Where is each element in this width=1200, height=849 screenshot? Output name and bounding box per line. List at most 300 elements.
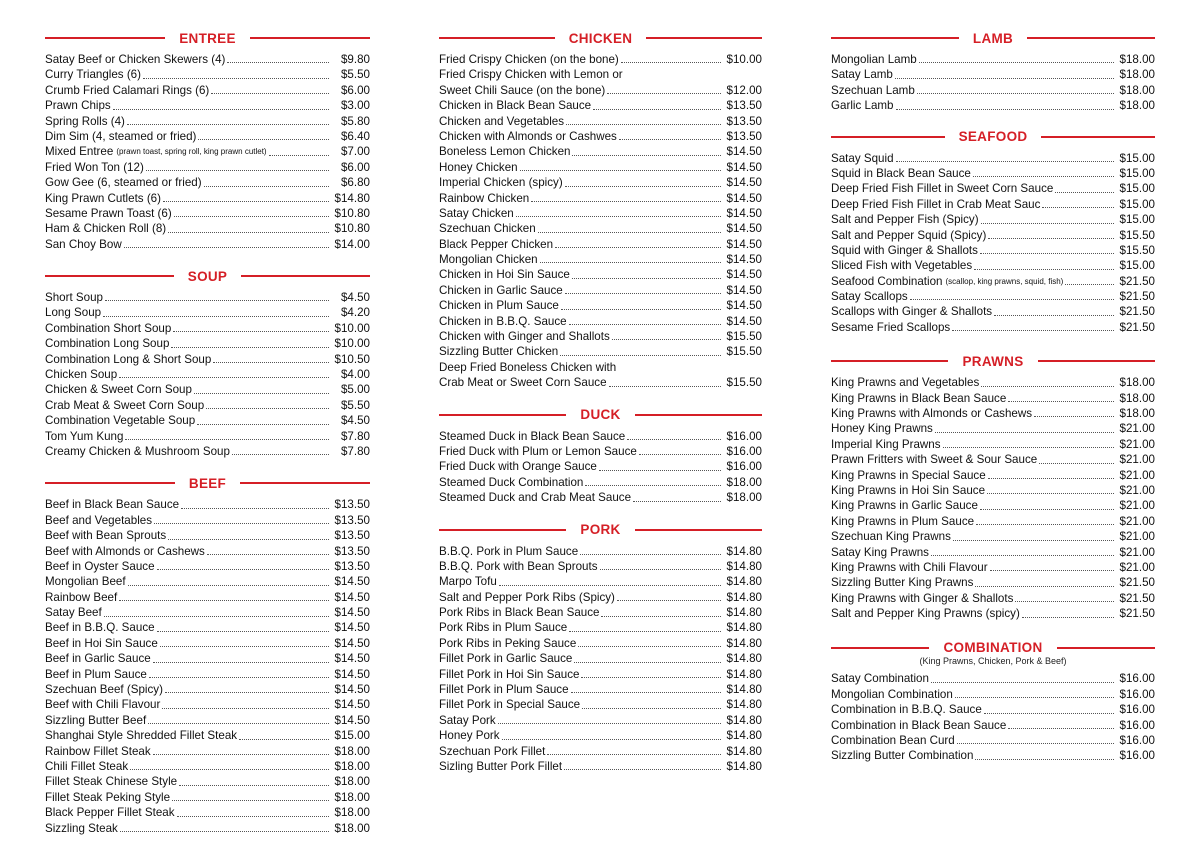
menu-item	[45, 321, 370, 336]
menu-item	[439, 459, 762, 474]
menu-item-price: $15.00	[1119, 151, 1155, 165]
dot-leader	[130, 769, 329, 770]
section-title: DUCK	[580, 407, 621, 423]
section-title: PRAWNS	[962, 353, 1024, 369]
menu-item-name: Chicken with Almonds or Cashwes	[439, 129, 617, 143]
menu-item-name: Chicken in Black Bean Sauce	[439, 99, 592, 113]
dot-leader	[994, 315, 1114, 316]
menu-item	[45, 667, 370, 682]
menu-item-name: Shanghai Style Shredded Fillet Steak	[45, 729, 238, 743]
menu-item-name: Satay Scallops	[831, 290, 908, 304]
menu-item-price: $16.00	[726, 460, 762, 474]
dot-leader	[910, 299, 1114, 300]
menu-item-name: Prawn Fritters with Sweet & Sour Sauce	[831, 453, 1038, 467]
menu-item-name: Szechuan Lamb	[831, 83, 915, 97]
menu-item-name: Sizling Butter Pork Fillet	[439, 760, 563, 773]
menu-item-price: $9.80	[340, 52, 370, 66]
menu-item-price: $14.80	[726, 575, 762, 589]
menu-item	[45, 67, 370, 82]
dot-leader	[582, 708, 721, 709]
menu-item	[45, 774, 370, 789]
dot-leader	[580, 554, 721, 555]
menu-item-price: $10.00	[334, 337, 370, 351]
menu-item	[439, 129, 762, 144]
dot-leader	[572, 278, 721, 279]
menu-item-price: $16.00	[726, 444, 762, 458]
dot-leader	[984, 713, 1114, 714]
section-header	[831, 638, 1155, 658]
menu-item	[45, 352, 370, 367]
menu-item	[439, 713, 762, 728]
menu-item-name: Sweet Chili Sauce (on the bone)	[439, 83, 606, 97]
menu-item-price: $14.50	[726, 222, 762, 236]
menu-item	[45, 175, 370, 190]
menu-item	[45, 759, 370, 774]
menu-item-price: $21.50	[1119, 290, 1155, 304]
menu-item-price: $16.00	[1119, 687, 1155, 701]
menu-item	[831, 289, 1155, 304]
menu-item-price: $14.80	[334, 191, 370, 205]
menu-item	[45, 513, 370, 528]
menu-item	[45, 590, 370, 605]
menu-item-price: $14.50	[334, 683, 370, 697]
menu-item-name: Long Soup	[45, 306, 102, 320]
menu-item-price: $4.50	[340, 291, 370, 305]
menu-item-price: $21.50	[1119, 320, 1155, 334]
menu-item	[45, 651, 370, 666]
menu-item-name: Szechuan King Prawns	[831, 530, 951, 544]
menu-item-name: Mixed Entree	[45, 145, 114, 159]
menu-item-price: $13.50	[334, 513, 370, 527]
menu-item	[831, 529, 1155, 544]
menu-item	[831, 545, 1155, 560]
header-rule	[646, 37, 762, 39]
dot-leader	[498, 723, 721, 724]
menu-item	[45, 821, 370, 836]
menu-item-name: King Prawns with Chili Flavour	[831, 560, 988, 574]
menu-item-price: $3.00	[340, 99, 370, 113]
menu-item-name: Mongolian Lamb	[831, 52, 917, 66]
menu-item	[831, 375, 1155, 390]
dot-leader	[177, 816, 329, 817]
menu-item	[831, 702, 1155, 717]
dot-leader	[1022, 617, 1114, 618]
menu-item-name: Short Soup	[45, 291, 104, 305]
menu-item-name: Mongolian Beef	[45, 575, 126, 589]
dot-leader	[179, 785, 329, 786]
menu-item	[439, 144, 762, 159]
menu-item	[439, 175, 762, 190]
menu-item	[439, 114, 762, 129]
dot-leader	[617, 600, 721, 601]
menu-item	[439, 206, 762, 221]
menu-item-name: Pork Ribs in Plum Sauce	[439, 621, 568, 635]
menu-item	[439, 221, 762, 236]
header-rule	[1038, 360, 1155, 362]
menu-item-name: Ham & Chicken Roll (8)	[45, 222, 167, 236]
menu-item-price: $14.50	[334, 606, 370, 620]
menu-item	[439, 375, 762, 390]
dot-leader	[165, 692, 329, 693]
dot-leader	[181, 508, 329, 509]
menu-item-price: $16.00	[726, 429, 762, 443]
menu-item-price: $13.50	[334, 559, 370, 573]
menu-item-name: Scallops with Ginger & Shallots	[831, 305, 993, 319]
section-header	[831, 351, 1155, 371]
dot-leader	[198, 139, 329, 140]
dot-leader	[168, 539, 329, 540]
menu-item-name: Fried Crispy Chicken (on the bone)	[439, 52, 619, 66]
menu-item	[45, 497, 370, 512]
menu-item	[45, 636, 370, 651]
menu-item	[45, 305, 370, 320]
dot-leader	[599, 470, 721, 471]
menu-item-name: Fillet Pork in Special Sauce	[439, 698, 581, 712]
menu-item	[45, 114, 370, 129]
section-header	[45, 266, 370, 286]
menu-item	[45, 191, 370, 206]
dot-leader	[974, 269, 1114, 270]
dot-leader	[976, 524, 1114, 525]
menu-item-price: $18.00	[1119, 407, 1155, 421]
menu-item	[831, 748, 1155, 763]
dot-leader	[561, 309, 721, 310]
menu-item-price: $15.00	[1119, 259, 1155, 273]
menu-item	[45, 144, 370, 159]
menu-item	[439, 759, 762, 774]
section-title: COMBINATION	[943, 640, 1043, 655]
dot-leader	[173, 331, 329, 332]
section-header	[45, 473, 370, 493]
dot-leader	[555, 247, 721, 248]
dot-leader	[113, 109, 329, 110]
menu-item	[45, 728, 370, 743]
menu-item	[831, 166, 1155, 181]
menu-item-name: Mongolian Chicken	[439, 253, 538, 267]
menu-item-name: Chicken in Plum Sauce	[439, 299, 559, 313]
menu-item-name: Beef in Oyster Sauce	[45, 559, 155, 573]
dot-leader	[975, 586, 1114, 587]
menu-item-name: Black Pepper Fillet Steak	[45, 806, 175, 820]
dot-leader	[564, 769, 721, 770]
section-title: CHICKEN	[568, 30, 633, 46]
menu-item-name: King Prawns in Hoi Sin Sauce	[831, 483, 986, 497]
section-header	[439, 520, 762, 540]
menu-item	[45, 544, 370, 559]
menu-item-name: Garlic Lamb	[831, 99, 894, 113]
header-rule	[831, 647, 929, 649]
menu-section-combination	[831, 638, 1155, 764]
header-rule	[831, 360, 948, 362]
dot-leader	[206, 408, 329, 409]
menu-section-prawns	[831, 351, 1155, 621]
menu-item-name: King Prawn Cutlets (6)	[45, 191, 161, 205]
menu-item-name: King Prawns in Plum Sauce	[831, 514, 975, 528]
menu-item-name: Salt and Pepper King Prawns (spicy)	[831, 607, 1020, 621]
section-title: ENTREE	[179, 30, 236, 46]
menu-item-name: Deep Fried Fish Fillet in Sweet Corn Sauce	[831, 182, 1054, 196]
menu-item-name: Chicken with Ginger and Shallots	[439, 330, 610, 344]
menu-item-price: $18.00	[334, 760, 370, 773]
menu-item-name: Satay Beef	[45, 606, 102, 620]
menu-item	[831, 452, 1155, 467]
menu-item-name: Boneless Lemon Chicken	[439, 145, 571, 159]
header-rule	[240, 482, 370, 484]
menu-item-name: Seafood Combination	[831, 274, 943, 288]
menu-item	[45, 605, 370, 620]
menu-item-name: King Prawns in Special Sauce	[831, 468, 986, 482]
menu-item-price: $18.00	[1119, 83, 1155, 97]
dot-leader	[952, 330, 1114, 331]
menu-section-pork	[439, 520, 762, 775]
dot-leader	[124, 247, 329, 248]
dot-leader	[162, 708, 329, 709]
dot-leader	[163, 201, 329, 202]
dot-leader	[1015, 601, 1114, 602]
menu-item-price: $4.00	[340, 368, 370, 382]
menu-item-name: Fried Duck with Plum or Lemon Sauce	[439, 444, 637, 458]
menu-item-price: $21.50	[1119, 576, 1155, 590]
dot-leader	[601, 616, 721, 617]
menu-item	[831, 243, 1155, 258]
menu-item-name: Tom Yum Kung	[45, 429, 124, 443]
menu-item-note: (scallop, king prawns, squid, fish)	[945, 276, 1064, 286]
menu-item	[45, 528, 370, 543]
header-rule	[635, 414, 762, 416]
menu-section-soup	[45, 266, 370, 459]
menu-item-name: Curry Triangles (6)	[45, 68, 141, 82]
header-rule	[45, 275, 174, 277]
menu-item	[45, 713, 370, 728]
menu-item	[439, 490, 762, 505]
menu-item-price: $21.00	[1119, 560, 1155, 574]
menu-item-price: $21.50	[1119, 591, 1155, 605]
dot-leader	[988, 478, 1114, 479]
dot-leader	[1042, 207, 1114, 208]
header-rule	[439, 529, 566, 531]
menu-item-price: $15.50	[1119, 243, 1155, 257]
dot-leader	[639, 454, 721, 455]
menu-item-name: Sliced Fish with Vegetables	[831, 259, 973, 273]
menu-item-price: $14.00	[334, 237, 370, 251]
menu-item-price: $21.00	[1119, 514, 1155, 528]
menu-item-name: Pork Ribs in Black Bean Sauce	[439, 606, 600, 620]
menu-item-price: $18.00	[726, 491, 762, 505]
menu-item	[831, 258, 1155, 273]
menu-item	[45, 559, 370, 574]
menu-item-name: Szechuan Chicken	[439, 222, 536, 236]
menu-item	[831, 212, 1155, 227]
menu-item-name: San Choy Bow	[45, 237, 122, 251]
dot-leader	[520, 170, 721, 171]
menu-item	[439, 697, 762, 712]
menu-item	[831, 52, 1155, 67]
dot-leader	[935, 432, 1114, 433]
menu-item	[439, 651, 762, 666]
section-header	[831, 127, 1155, 147]
menu-item	[831, 591, 1155, 606]
dot-leader	[621, 62, 721, 63]
dot-leader	[153, 662, 329, 663]
menu-item-name: Chicken in B.B.Q. Sauce	[439, 314, 567, 328]
menu-item	[831, 514, 1155, 529]
menu-item-price: $14.50	[726, 176, 762, 190]
menu-item	[831, 421, 1155, 436]
menu-item-price: $14.80	[726, 590, 762, 604]
header-rule	[241, 275, 370, 277]
menu-item-price: $21.50	[1119, 274, 1155, 288]
menu-item-price: $14.80	[726, 606, 762, 620]
menu-item	[831, 391, 1155, 406]
menu-item-price: $14.50	[334, 652, 370, 666]
menu-section-beef	[45, 473, 370, 836]
dot-leader	[194, 393, 329, 394]
dot-leader	[980, 253, 1114, 254]
menu-item-price: $15.50	[726, 376, 762, 390]
menu-item-price: $15.50	[726, 345, 762, 359]
menu-item-price: $14.50	[726, 268, 762, 282]
dot-leader	[1039, 463, 1114, 464]
menu-item-name: Fried Crispy Chicken with Lemon or	[439, 68, 623, 82]
dot-leader	[547, 754, 721, 755]
dot-leader	[585, 485, 721, 486]
menu-item	[439, 298, 762, 313]
menu-item-price: $13.50	[726, 129, 762, 143]
header-rule	[1041, 136, 1155, 138]
menu-item-price: $18.00	[334, 806, 370, 820]
dot-leader	[149, 677, 329, 678]
menu-item-price: $14.50	[726, 237, 762, 251]
menu-item-name: Squid with Ginger & Shallots	[831, 243, 978, 257]
dot-leader	[574, 662, 721, 663]
menu-item-name: Steamed Duck and Crab Meat Sauce	[439, 491, 632, 505]
dot-leader	[607, 93, 721, 94]
menu-item-name: Combination Short Soup	[45, 321, 172, 335]
menu-item	[831, 151, 1155, 166]
dot-leader	[943, 447, 1114, 448]
dot-leader	[157, 631, 329, 632]
dot-leader	[1065, 284, 1114, 285]
menu-item-name: Combination Vegetable Soup	[45, 414, 196, 428]
menu-item-name: King Prawns in Garlic Sauce	[831, 499, 978, 513]
menu-item-price: $14.80	[726, 698, 762, 712]
dot-leader	[119, 377, 329, 378]
menu-column-middle	[439, 28, 762, 774]
menu-item-name: Spring Rolls (4)	[45, 114, 125, 128]
dot-leader	[146, 170, 329, 171]
dot-leader	[128, 585, 329, 586]
menu-item-price: $14.50	[726, 191, 762, 205]
menu-item-price: $14.50	[334, 713, 370, 727]
menu-item-price: $14.80	[726, 667, 762, 681]
section-title: SOUP	[187, 268, 228, 284]
menu-section-lamb	[831, 28, 1155, 114]
menu-item-name: Gow Gee (6, steamed or fried)	[45, 176, 202, 190]
dot-leader	[213, 362, 329, 363]
dot-leader	[955, 697, 1114, 698]
menu-item-price: $14.80	[726, 744, 762, 758]
menu-item	[831, 468, 1155, 483]
dot-leader	[1055, 192, 1114, 193]
menu-item	[45, 336, 370, 351]
section-title: LAMB	[972, 30, 1014, 46]
dot-leader	[502, 739, 721, 740]
menu-item-price: $14.50	[726, 283, 762, 297]
menu-item	[439, 429, 762, 444]
menu-item	[831, 181, 1155, 196]
menu-item-name: Chicken Soup	[45, 368, 118, 382]
menu-item-price: $18.00	[1119, 99, 1155, 113]
menu-item-name: Salt and Pepper Pork Ribs (Spicy)	[439, 590, 615, 604]
menu-item	[45, 382, 370, 397]
menu-item-price: $18.00	[726, 475, 762, 489]
menu-item-name: Salt and Pepper Squid (Spicy)	[831, 228, 987, 242]
menu-item-name: Imperial King Prawns	[831, 437, 941, 451]
dot-leader	[633, 501, 721, 502]
menu-item-price: $10.00	[334, 321, 370, 335]
menu-item-price: $14.80	[726, 683, 762, 697]
menu-item	[439, 475, 762, 490]
menu-item-name: Deep Fried Boneless Chicken with	[439, 360, 617, 374]
dot-leader	[609, 386, 721, 387]
menu-item	[45, 83, 370, 98]
menu-section-chicken	[439, 28, 762, 391]
menu-item-price: $21.00	[1119, 437, 1155, 451]
menu-item-price: $18.00	[334, 821, 370, 835]
menu-item-price: $14.80	[726, 621, 762, 635]
header-rule	[439, 37, 555, 39]
menu-item-price: $6.00	[340, 83, 370, 97]
dot-leader	[565, 293, 721, 294]
menu-item-price: $6.00	[340, 160, 370, 174]
menu-item	[831, 733, 1155, 748]
dot-leader	[988, 238, 1114, 239]
menu-item-name: B.B.Q. Pork in Plum Sauce	[439, 544, 579, 558]
dot-leader	[987, 493, 1114, 494]
dot-leader	[197, 424, 329, 425]
menu-item-name: Sizzling Steak	[45, 821, 118, 835]
section-header	[439, 28, 762, 48]
menu-item	[45, 52, 370, 67]
menu-item-name: Crab Meat or Sweet Corn Sauce	[439, 376, 607, 390]
menu-item	[439, 605, 762, 620]
menu-item-name: Sesame Prawn Toast (6)	[45, 206, 172, 220]
menu-item	[831, 98, 1155, 113]
menu-item-name: Honey Pork	[439, 729, 500, 743]
menu-item-name: Steamed Duck Combination	[439, 475, 584, 489]
menu-item-name: Szechuan Pork Fillet	[439, 744, 546, 758]
dot-leader	[103, 316, 329, 317]
menu-item-name: Chili Fillet Steak	[45, 760, 129, 773]
dot-leader	[127, 124, 329, 125]
menu-item	[45, 429, 370, 444]
menu-item	[439, 344, 762, 359]
menu-item	[831, 498, 1155, 513]
dot-leader	[120, 831, 329, 832]
menu-section-duck	[439, 405, 762, 506]
menu-item-price: $16.00	[1119, 672, 1155, 686]
header-rule	[831, 136, 945, 138]
menu-item	[831, 718, 1155, 733]
menu-item	[439, 590, 762, 605]
menu-item-price: $14.50	[726, 206, 762, 220]
dot-leader	[566, 124, 721, 125]
menu-item	[45, 98, 370, 113]
menu-item-name: Satay Squid	[831, 151, 894, 165]
dot-leader	[204, 186, 329, 187]
menu-item	[439, 559, 762, 574]
dot-leader	[627, 439, 721, 440]
